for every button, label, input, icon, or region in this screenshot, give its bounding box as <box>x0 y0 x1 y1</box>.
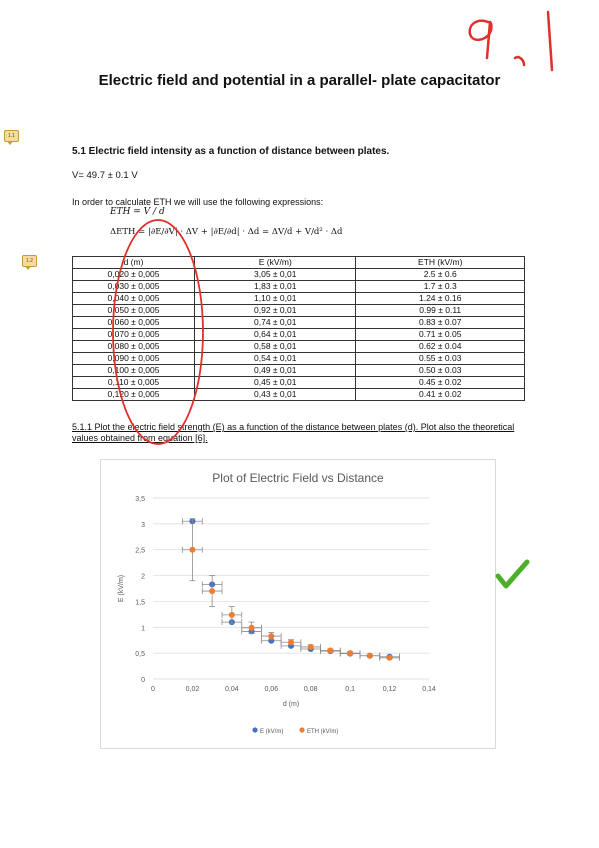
section-heading: 5.1 Electric field intensity as a function of distance between plates. <box>72 146 390 157</box>
x-tick-label: 0 <box>151 686 155 693</box>
table-cell: 0,050 ± 0,005 <box>73 305 195 317</box>
x-tick-label: 0,1 <box>345 686 356 693</box>
y-axis-label: E (kV/m) <box>118 574 125 603</box>
x-tick-label: 0,14 <box>422 686 436 693</box>
x-tick-label: 0,08 <box>303 686 318 693</box>
table-cell: 0,64 ± 0,01 <box>195 329 356 341</box>
equation-error: ΔETH = |∂E/∂V| · ΔV + |∂E/∂d| · Δd = ΔV/d + V/d² · Δd <box>110 227 343 237</box>
table-cell: 2.5 ± 0.6 <box>356 269 525 281</box>
comment-marker-1-1[interactable]: 1.1 <box>4 130 19 142</box>
table-cell: 0.99 ± 0.11 <box>356 305 525 317</box>
table-cell: 0.71 ± 0.05 <box>356 329 525 341</box>
table-cell: 0,58 ± 0,01 <box>195 341 356 353</box>
table-header-cell: d (m) <box>73 257 195 269</box>
table-header-cell: E (kV/m) <box>195 257 356 269</box>
table-cell: 0.41 ± 0.02 <box>356 389 525 401</box>
y-tick-label: 3 <box>141 521 145 529</box>
comment-marker-1-2[interactable]: 1.2 <box>22 255 37 267</box>
equation-eth: ETH = V / d <box>110 207 165 217</box>
table-cell: 0,54 ± 0,01 <box>195 353 356 365</box>
table-cell: 0.83 ± 0.07 <box>356 317 525 329</box>
grade-comma-stroke <box>515 57 524 65</box>
legend-label: ETH (kV/m) <box>307 729 339 735</box>
table-cell: 0,040 ± 0,005 <box>73 293 195 305</box>
intro-text: In order to calculate ETH we will use the following expressions: <box>72 197 324 207</box>
y-tick-label: 3,5 <box>135 496 145 503</box>
y-tick-label: 2 <box>141 573 145 581</box>
table-cell: 0,74 ± 0,01 <box>195 317 356 329</box>
table-cell: 0.45 ± 0.02 <box>356 377 525 389</box>
y-tick-label: 1,5 <box>135 599 145 607</box>
table-cell: 0,030 ± 0,005 <box>73 281 195 293</box>
y-tick-label: 0 <box>141 677 145 684</box>
table-cell: 0.55 ± 0.03 <box>356 353 525 365</box>
table-cell: 0.50 ± 0.03 <box>356 365 525 377</box>
grade-digit-1 <box>548 12 552 70</box>
table-cell: 1.7 ± 0.3 <box>356 281 525 293</box>
table-cell: 0.62 ± 0.04 <box>356 341 525 353</box>
x-tick-label: 0,02 <box>185 686 200 693</box>
table-cell: 0,060 ± 0,005 <box>73 317 195 329</box>
circle-d-column-mark <box>113 220 203 444</box>
table-cell: 0,080 ± 0,005 <box>73 341 195 353</box>
table-cell: 0,070 ± 0,005 <box>73 329 195 341</box>
check-mark-icon <box>498 562 527 586</box>
table-cell: 1,83 ± 0,01 <box>195 281 356 293</box>
table-cell: 0,92 ± 0,01 <box>195 305 356 317</box>
y-tick-label: 1 <box>141 625 145 633</box>
table-cell: 0,100 ± 0,005 <box>73 365 195 377</box>
grade-digit-9 <box>470 21 492 58</box>
table-cell: 0,120 ± 0,005 <box>73 389 195 401</box>
page-title: Electric field and potential in a parallel- plate capacitator <box>98 72 501 89</box>
y-tick-label: 2,5 <box>135 547 145 555</box>
table-cell: 0,110 ± 0,005 <box>73 377 195 389</box>
x-axis-label: d (m) <box>282 701 300 708</box>
table-cell: 0,43 ± 0,01 <box>195 389 356 401</box>
table-cell: 1,10 ± 0,01 <box>195 293 356 305</box>
table-cell: 1.24 ± 0.16 <box>356 293 525 305</box>
legend-label: E (kV/m) <box>260 729 284 735</box>
table-cell: 0,45 ± 0,01 <box>195 377 356 389</box>
x-tick-label: 0,12 <box>382 686 397 693</box>
voltage-value: V= 49.7 ± 0.1 V <box>72 170 138 181</box>
table-cell: 0,49 ± 0,01 <box>195 365 356 377</box>
table-cell: 3,05 ± 0,01 <box>195 269 356 281</box>
table-cell: 0,020 ± 0,005 <box>73 269 195 281</box>
chart-title: Plot of Electric Field vs Distance <box>212 471 384 485</box>
x-tick-label: 0,04 <box>225 686 239 693</box>
x-tick-label: 0,06 <box>264 686 279 693</box>
table-header-cell: ETH (kV/m) <box>356 257 525 269</box>
y-tick-label: 0,5 <box>135 651 145 659</box>
table-cell: 0,090 ± 0,005 <box>73 353 195 365</box>
figure-caption: 5.1.1 Plot the electric field strength (E) as a function of the distance between plates (d). Plot also the theoretical values obtained from equation [6]. <box>72 422 515 443</box>
